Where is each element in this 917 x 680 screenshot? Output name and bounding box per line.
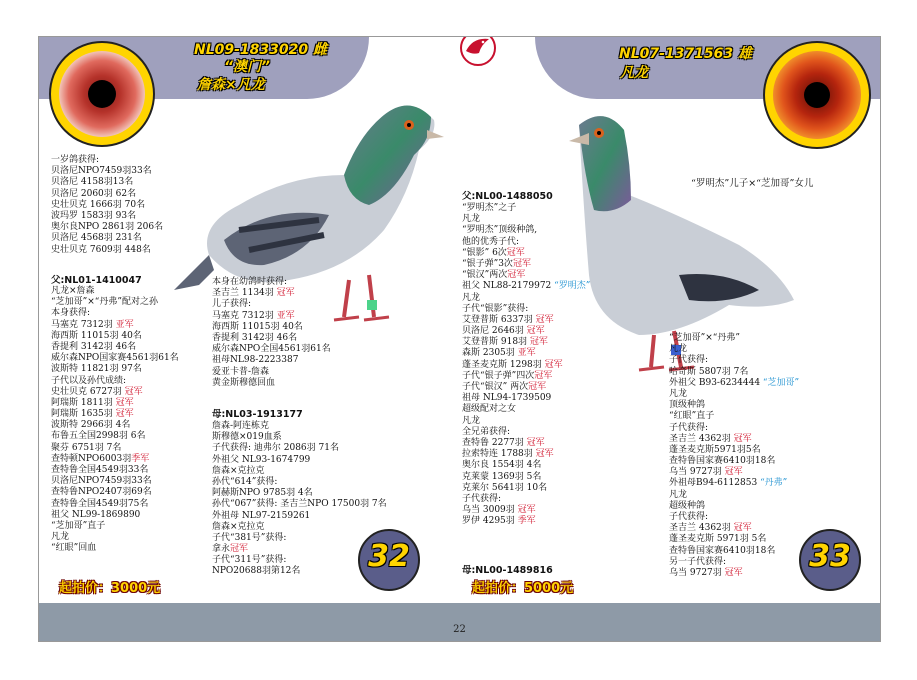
text-line: 波玛罗 1583羽 93名	[51, 210, 137, 221]
right-dam-label: 母:NL00-1489816	[462, 565, 553, 576]
text-line: 奥尔良 1554羽 4名	[462, 460, 542, 471]
text-line: 孙代“614”获得:	[212, 476, 278, 487]
text-line: 祖父 NL88-2179972 “罗明杰”	[462, 281, 591, 292]
award-highlight: 亚军	[276, 310, 295, 321]
page-number: 22	[453, 624, 466, 635]
text-line: 外祖父 NL93-1674799	[212, 454, 311, 465]
award-highlight: 亚军	[115, 319, 134, 330]
award-highlight: 亚军	[517, 348, 536, 359]
award-highlight: 冠军	[724, 467, 743, 478]
award-highlight: 冠军	[230, 544, 249, 555]
award-highlight: 冠军	[528, 382, 547, 392]
text-line: 史壮贝克 7609羽 448名	[51, 244, 151, 255]
text-line: 贝洛尼 4158羽13名	[51, 177, 134, 188]
text-line: 祖父 NL99-1869890	[51, 509, 141, 520]
award-highlight: 冠军	[507, 270, 526, 281]
text-line: 哈奇斯 5807羽 7名	[669, 366, 749, 377]
text-line: 凡龙	[669, 489, 688, 500]
text-line: “红眼”回血	[51, 543, 97, 554]
text-line: 外祖父 B93-6234444 “芝加哥”	[669, 377, 800, 388]
text-line: 子代“381号”获得:	[212, 532, 287, 543]
text-line: 查特鲁 2277羽 冠军	[462, 437, 545, 448]
right-ring-number: NL07-1371563 雄	[619, 46, 752, 62]
text-line: 马塞克 7312羽 亚军	[51, 319, 134, 330]
text-line: 森斯 2305羽 亚军	[462, 348, 536, 359]
text-line: 外祖母B94-6112853 “丹弗”	[669, 478, 788, 489]
text-line: 查特鲁NPO2407羽69名	[51, 487, 152, 498]
text-line: “银影” 6次冠军	[462, 247, 525, 258]
text-line: 拉索特连 1788羽 冠军	[462, 449, 554, 460]
award-highlight: 冠军	[526, 437, 545, 448]
name-highlight: “丹弗”	[760, 478, 788, 489]
text-line: “银汉”两次冠军	[462, 270, 526, 281]
text-line: 顶级种鸽	[669, 400, 706, 411]
award-highlight: 季军	[517, 516, 536, 527]
text-line: 奥尔良NPO 2861羽 206名	[51, 222, 164, 233]
text-line: 超级种鸽	[669, 500, 706, 511]
text-line: 查特鲁国家赛6410羽18名	[669, 545, 776, 556]
text-line: 海西斯 11015羽 40名	[51, 330, 142, 341]
left-starting-price: 起拍价：3000元	[59, 581, 161, 596]
text-line: “芝加哥”×“丹弗”	[669, 333, 740, 343]
text-line: “罗明杰”顶级种鸽,	[462, 225, 538, 236]
name-highlight: “罗明杰”	[554, 281, 591, 292]
award-highlight: 冠军	[115, 397, 134, 408]
text-line: 子代“311号”获得:	[212, 555, 287, 566]
award-highlight: 冠军	[529, 337, 548, 348]
catalog-spread	[38, 36, 881, 642]
right-pedigree-top: “罗明杰”儿子×“芝加哥”女儿	[691, 178, 814, 189]
text-line: 斯穆德×019血系	[212, 432, 282, 443]
award-highlight: 冠军	[506, 247, 525, 258]
right-pigeon-name: 凡龙	[620, 65, 648, 81]
text-line: 查特顿NPO6003羽季军	[51, 453, 150, 464]
left-cross: 詹森×凡龙	[197, 77, 265, 93]
text-line: 子代以及孙代成绩:	[51, 375, 127, 386]
text-line: 爱亚卡普-詹森	[212, 366, 270, 377]
text-line: 阿瑞斯 1811羽 冠军	[51, 397, 134, 408]
text-line: “芝加哥”×“丹弗”配对之孙	[51, 297, 158, 308]
award-highlight: 冠军	[534, 370, 553, 381]
award-highlight: 冠军	[733, 433, 752, 444]
award-highlight: 冠军	[115, 409, 134, 420]
text-line: 黄金斯穆德回血	[212, 377, 276, 388]
text-line: 凡龙	[462, 214, 481, 225]
text-line: 儿子获得:	[212, 299, 252, 310]
text-line: “红眼”直子	[669, 411, 715, 422]
text-line: 子代获得:	[669, 422, 709, 433]
text-line: 克莱尔 5641羽 10名	[462, 482, 548, 493]
left-dam-label: 母:NL03-1913177	[212, 409, 303, 420]
left-eye-photo	[49, 41, 155, 147]
left-ring-number: NL09-1833020 雌	[194, 42, 327, 58]
text-line: 詹森×克拉克	[212, 465, 265, 476]
text-line: 贝洛尼NPO7459羽33名	[51, 166, 152, 177]
text-line: 威尔森NPO国家赛4561羽61名	[51, 353, 179, 364]
text-line: 贝洛尼 2060羽 62名	[51, 188, 137, 199]
text-line: 乌当 3009羽 冠军	[462, 505, 536, 516]
text-line: 香提利 3142羽 46名	[51, 341, 137, 352]
right-sire-label: 父:NL00-1488050	[462, 191, 553, 202]
text-line: 子代“银汉” 两次冠军	[462, 382, 547, 392]
left-lot-number: 32	[368, 539, 410, 574]
text-line: 詹森×克拉克	[212, 521, 265, 532]
text-line: 一岁鸽获得:	[51, 155, 100, 165]
award-highlight: 冠军	[526, 326, 545, 337]
text-line: 祖母 NL94-1739509	[462, 393, 552, 404]
text-line: 另一子代获得:	[669, 556, 727, 567]
right-sire-details	[462, 203, 590, 527]
text-line: 凡龙	[669, 388, 688, 399]
text-line: 祖母NL98-2223387	[212, 355, 299, 366]
text-line: 贝洛尼NPO7459羽33名	[51, 476, 152, 487]
text-line: 波斯特 2966羽 4名	[51, 420, 131, 431]
text-line: 布鲁五全国2998羽 6名	[51, 431, 146, 442]
text-line: 史壮贝克 6727羽 冠军	[51, 386, 143, 397]
text-line: 他的优秀子代:	[462, 236, 520, 247]
award-highlight: 冠军	[124, 386, 143, 397]
text-line: 马塞克 7312羽 亚军	[212, 310, 295, 321]
text-line: 本身在幼鸽时获得:	[212, 277, 288, 287]
text-line: 贝洛尼 4568羽 231名	[51, 233, 142, 244]
text-line: 艾登普斯 6337羽 冠军	[462, 314, 554, 325]
text-line: 蓬圣麦克斯 1298羽 冠军	[462, 359, 563, 370]
text-line: 子代获得: 迪弗尔 2086羽 71名	[212, 443, 339, 454]
award-highlight: 冠军	[544, 359, 563, 370]
left-lot-badge	[358, 529, 420, 591]
text-line: 孙代“067”获得: 圣吉兰NPO 17500羽 7名	[212, 499, 387, 510]
award-highlight: 冠军	[512, 258, 531, 269]
award-highlight: 冠军	[276, 288, 295, 299]
text-line: 聚芬 6751羽 7名	[51, 442, 122, 453]
footer-band	[39, 603, 880, 641]
text-line: 蓬圣麦克斯 5971羽 5名	[669, 534, 767, 545]
right-lot-badge	[799, 529, 861, 591]
text-line: 香提利 3142羽 46名	[212, 332, 298, 343]
text-line: 超级配对之女	[462, 404, 517, 415]
text-line: 外祖母 NL97-2159261	[212, 510, 311, 521]
text-line: 蓬圣麦克斯5971羽5名	[669, 444, 761, 455]
text-line: “芝加哥”直子	[51, 520, 106, 531]
text-line: 本身获得:	[51, 308, 91, 319]
text-line: 海西斯 11015羽 40名	[212, 321, 303, 332]
text-line: 子代获得:	[669, 512, 709, 522]
text-line: 凡龙	[51, 532, 70, 543]
text-line: 子代“银子弹”四次冠军	[462, 370, 553, 381]
text-line: 凡龙×詹森	[51, 286, 95, 296]
text-line: 艾登普斯 918羽 冠军	[462, 337, 548, 348]
text-line: 波斯特 11821羽 97名	[51, 364, 142, 375]
left-achievements	[51, 155, 163, 256]
award-highlight: 季军	[131, 453, 150, 464]
text-line: 查特鲁全国4549羽75名	[51, 498, 149, 509]
text-line: 乌当 9727羽 冠军	[669, 567, 743, 578]
text-line: 凡龙	[669, 344, 688, 355]
text-line: 查特鲁全国4549羽33名	[51, 465, 149, 475]
text-line: 圣吉兰 4362羽 冠军	[669, 523, 752, 534]
text-line: 威尔森NPO全国4561羽61名	[212, 344, 331, 355]
pigeon-logo-icon	[459, 36, 497, 67]
award-highlight: 冠军	[517, 505, 536, 516]
text-line: 詹森-阿连栋克	[212, 421, 270, 431]
left-sire-label: 父:NL01-1410047	[51, 275, 142, 286]
text-line: 罗伊 4295羽 季军	[462, 516, 536, 527]
text-line: 圣吉兰 4362羽 冠军	[669, 433, 752, 444]
award-highlight: 冠军	[535, 314, 554, 325]
text-line: NPO20688羽第12名	[212, 566, 301, 577]
text-line: 贝洛尼 2646羽 冠军	[462, 326, 545, 337]
right-starting-price: 起拍价：5000元	[472, 581, 574, 596]
name-highlight: “芝加哥”	[762, 377, 800, 388]
text-line: 全兄弟获得:	[462, 426, 511, 437]
left-sire-details	[51, 286, 179, 555]
text-line: 拿永冠军	[212, 544, 249, 555]
right-lot-number: 33	[809, 539, 851, 574]
award-highlight: 冠军	[535, 449, 554, 460]
text-line: 克莱蒙 1369羽 5名	[462, 471, 542, 482]
text-line: 史壮贝克 1666羽 70名	[51, 199, 146, 210]
right-dam-details	[669, 333, 799, 579]
text-line: 子代获得:	[669, 355, 709, 366]
text-line: 凡龙	[462, 415, 481, 426]
award-highlight: 冠军	[724, 567, 743, 578]
text-line: 乌当 9727羽 冠军	[669, 467, 743, 478]
text-line: 阿赫斯NPO 9785羽 4名	[212, 488, 313, 499]
text-line: 圣吉兰 1134羽 冠军	[212, 288, 295, 299]
left-mid-details	[212, 277, 331, 389]
award-highlight: 冠军	[733, 523, 752, 534]
text-line: “罗明杰”之子	[462, 203, 517, 213]
left-pigeon-name: “澳门”	[224, 59, 271, 75]
text-line: 子代“银影”获得:	[462, 303, 529, 314]
text-line: 查特鲁国家赛6410羽18名	[669, 456, 776, 467]
text-line: 凡龙	[462, 292, 481, 303]
text-line: 阿瑞斯 1635羽 冠军	[51, 409, 134, 420]
text-line: 子代获得:	[462, 493, 502, 504]
text-line: “银子弹”3次冠军	[462, 258, 531, 269]
